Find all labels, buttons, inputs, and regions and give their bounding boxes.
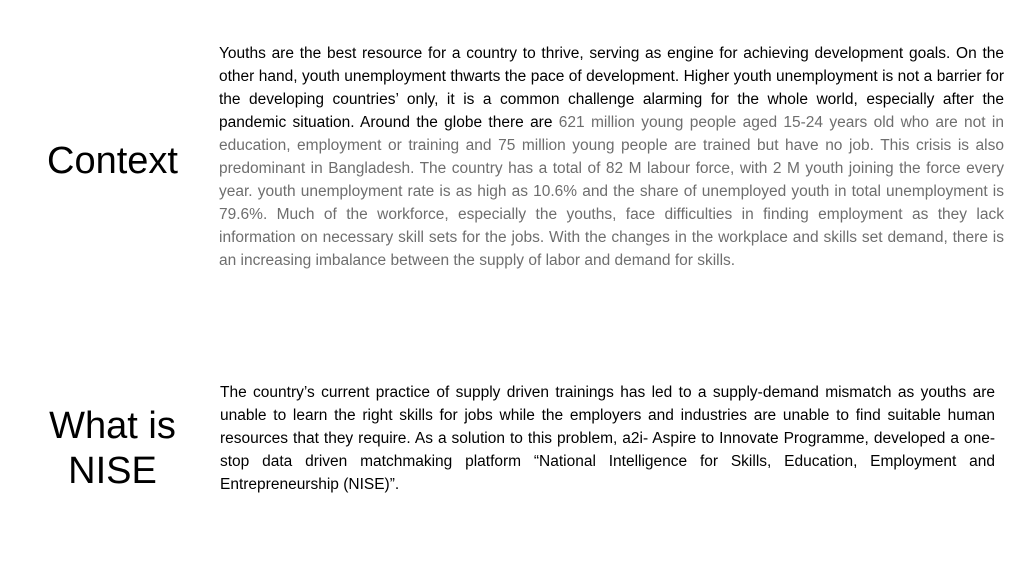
context-paragraph — [219, 42, 1004, 272]
context-heading: Context — [47, 140, 178, 182]
nise-heading — [25, 404, 200, 494]
context-text-primary: Youths are the best resource for a country to thrive, serving as engine for achieving development goals. On the other hand, youth unemployment thwarts the pace of development. Higher youth unemployment is not a barrier for the developing countries’ only, it is a common challenge alarming for the whole world, especially after the pandemic situation. Around the globe there are — [219, 45, 1004, 131]
nise-heading-line2: NISE — [68, 450, 157, 492]
nise-paragraph: The country’s current practice of supply driven trainings has led to a supply-demand mismatch as youths are unable to learn the right skills for jobs while the employers and industries are unable to find suitable human resources that they require. As a solution to this problem, a2i- Aspire to Innovate Programme, developed a one-stop data driven matchmaking platform “National Intelligence for Skills, Education, Employment and Entrepreneurship (NISE)”. — [220, 384, 995, 493]
nise-heading-line1: What is — [49, 405, 176, 447]
context-text-secondary: 621 million young people aged 15-24 years old who are not in education, employment or training and 75 million young people are trained but have no job. This crisis is also predominant in Bangladesh. The country has a total of 82 M labour force, with 2 M youth joining the force every year. youth unemployment rate is as high as 10.6% and the share of unemployed youth in total unemployment is 79.6%. Much of the workforce, especially the youths, face difficulties in finding employment as they lack information on necessary skill sets for the jobs. With the changes in the workplace and skills set demand, there is an increasing imbalance between the supply of labor and demand for skills. — [219, 114, 1004, 269]
